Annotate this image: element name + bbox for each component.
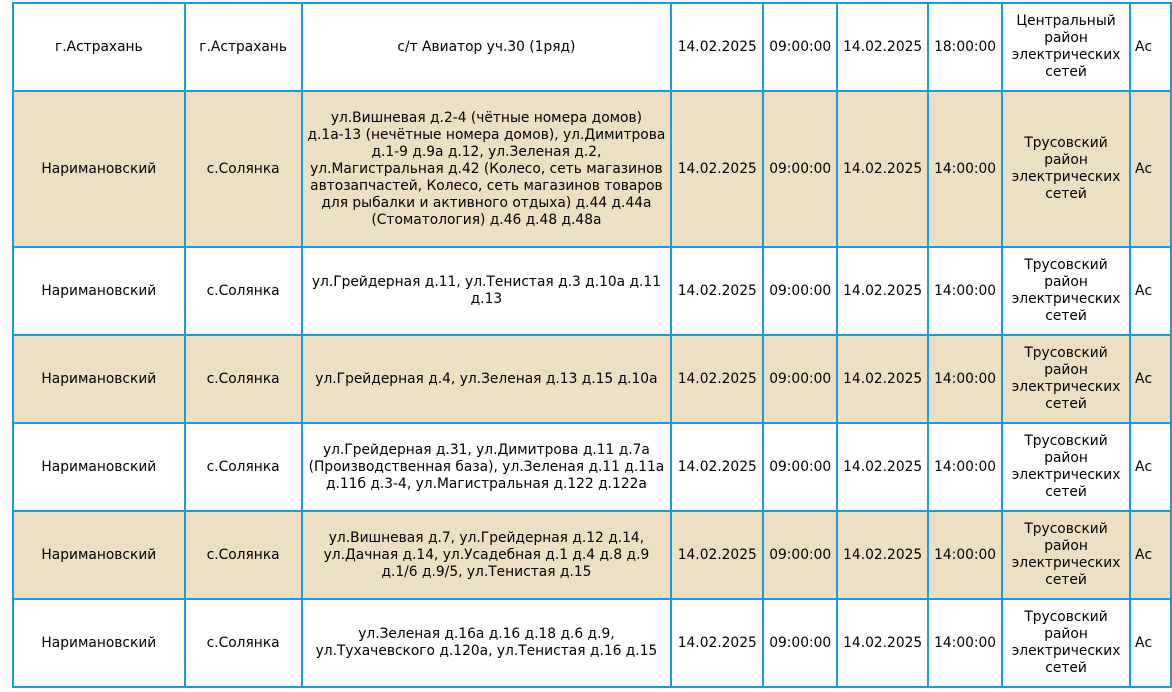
locality-cell: с.Солянка — [185, 423, 302, 511]
table-row — [13, 599, 1171, 687]
district-cell: Наримановский — [13, 511, 185, 599]
district-cell: Наримановский — [13, 335, 185, 423]
extra-cell: Ас — [1130, 91, 1171, 247]
district-cell: г.Астрахань — [13, 3, 185, 91]
start-date-cell: 14.02.2025 — [671, 423, 763, 511]
end-time-cell: 14:00:00 — [928, 423, 1002, 511]
start-time-cell: 09:00:00 — [763, 599, 837, 687]
network-cell: Центральный район электрических сетей — [1002, 3, 1130, 91]
network-cell: Трусовский район электрических сетей — [1002, 91, 1130, 247]
start-time-cell: 09:00:00 — [763, 511, 837, 599]
extra-cell: Ас — [1130, 335, 1171, 423]
end-time-cell: 14:00:00 — [928, 511, 1002, 599]
start-date-cell: 14.02.2025 — [671, 247, 763, 335]
extra-cell: Ас — [1130, 247, 1171, 335]
start-time-cell: 09:00:00 — [763, 91, 837, 247]
end-date-cell: 14.02.2025 — [837, 423, 928, 511]
table-row — [13, 423, 1171, 511]
end-time-cell: 14:00:00 — [928, 599, 1002, 687]
end-date-cell: 14.02.2025 — [837, 599, 928, 687]
extra-cell: Ас — [1130, 511, 1171, 599]
network-cell: Трусовский район электрических сетей — [1002, 511, 1130, 599]
start-date-cell: 14.02.2025 — [671, 91, 763, 247]
table-row — [13, 511, 1171, 599]
start-time-cell: 09:00:00 — [763, 3, 837, 91]
end-time-cell: 14:00:00 — [928, 335, 1002, 423]
start-time-cell: 09:00:00 — [763, 423, 837, 511]
address-cell: ул.Грейдерная д.31, ул.Димитрова д.11 д.7а (Производственная база), ул.Зеленая д.11 д.11а д.11б д.3-4, ул.Магистральная д.122 д.122а — [302, 423, 672, 511]
locality-cell: с.Солянка — [185, 511, 302, 599]
address-cell: с/т Авиатор уч.30 (1ряд) — [302, 3, 672, 91]
end-time-cell: 18:00:00 — [928, 3, 1002, 91]
address-cell: ул.Грейдерная д.11, ул.Тенистая д.3 д.10а д.11 д.13 — [302, 247, 672, 335]
locality-cell: с.Солянка — [185, 247, 302, 335]
network-cell: Трусовский район электрических сетей — [1002, 335, 1130, 423]
start-date-cell: 14.02.2025 — [671, 3, 763, 91]
extra-cell: Ас — [1130, 423, 1171, 511]
table-row — [13, 247, 1171, 335]
start-time-cell: 09:00:00 — [763, 247, 837, 335]
extra-cell: Ас — [1130, 3, 1171, 91]
address-cell: ул.Грейдерная д.4, ул.Зеленая д.13 д.15 д.10а — [302, 335, 672, 423]
address-cell: ул.Вишневая д.2-4 (чётные номера домов) д.1а-13 (нечётные номера домов), ул.Димитрова д.1-9 д.9а д.12, ул.Зеленая д.2, ул.Магистральная д.42 (Колесо, сеть магазинов автозапчастей, Колесо, сеть магазинов товаров для рыбалки и активного отдыха) д.44 д.44а (Стоматология) д.46 д.48 д.48а — [302, 91, 672, 247]
extra-cell: Ас — [1130, 599, 1171, 687]
table-row — [13, 335, 1171, 423]
network-cell: Трусовский район электрических сетей — [1002, 423, 1130, 511]
outage-table — [12, 2, 1172, 688]
end-date-cell: 14.02.2025 — [837, 247, 928, 335]
network-cell: Трусовский район электрических сетей — [1002, 599, 1130, 687]
start-date-cell: 14.02.2025 — [671, 511, 763, 599]
locality-cell: с.Солянка — [185, 91, 302, 247]
table-row — [13, 91, 1171, 247]
end-date-cell: 14.02.2025 — [837, 511, 928, 599]
address-cell: ул.Зеленая д.16а д.16 д.18 д.6 д.9, ул.Тухачевского д.120а, ул.Тенистая д.16 д.15 — [302, 599, 672, 687]
end-date-cell: 14.02.2025 — [837, 91, 928, 247]
start-date-cell: 14.02.2025 — [671, 335, 763, 423]
locality-cell: с.Солянка — [185, 335, 302, 423]
district-cell: Наримановский — [13, 247, 185, 335]
address-cell: ул.Вишневая д.7, ул.Грейдерная д.12 д.14, ул.Дачная д.14, ул.Усадебная д.1 д.4 д.8 д.9 д.1/6 д.9/5, ул.Тенистая д.15 — [302, 511, 672, 599]
start-date-cell: 14.02.2025 — [671, 599, 763, 687]
end-time-cell: 14:00:00 — [928, 91, 1002, 247]
end-date-cell: 14.02.2025 — [837, 3, 928, 91]
locality-cell: с.Солянка — [185, 599, 302, 687]
end-time-cell: 14:00:00 — [928, 247, 1002, 335]
end-date-cell: 14.02.2025 — [837, 335, 928, 423]
district-cell: Наримановский — [13, 599, 185, 687]
outage-table-viewport[interactable] — [12, 2, 1172, 692]
locality-cell: г.Астрахань — [185, 3, 302, 91]
start-time-cell: 09:00:00 — [763, 335, 837, 423]
table-row — [13, 3, 1171, 91]
district-cell: Наримановский — [13, 91, 185, 247]
network-cell: Трусовский район электрических сетей — [1002, 247, 1130, 335]
district-cell: Наримановский — [13, 423, 185, 511]
